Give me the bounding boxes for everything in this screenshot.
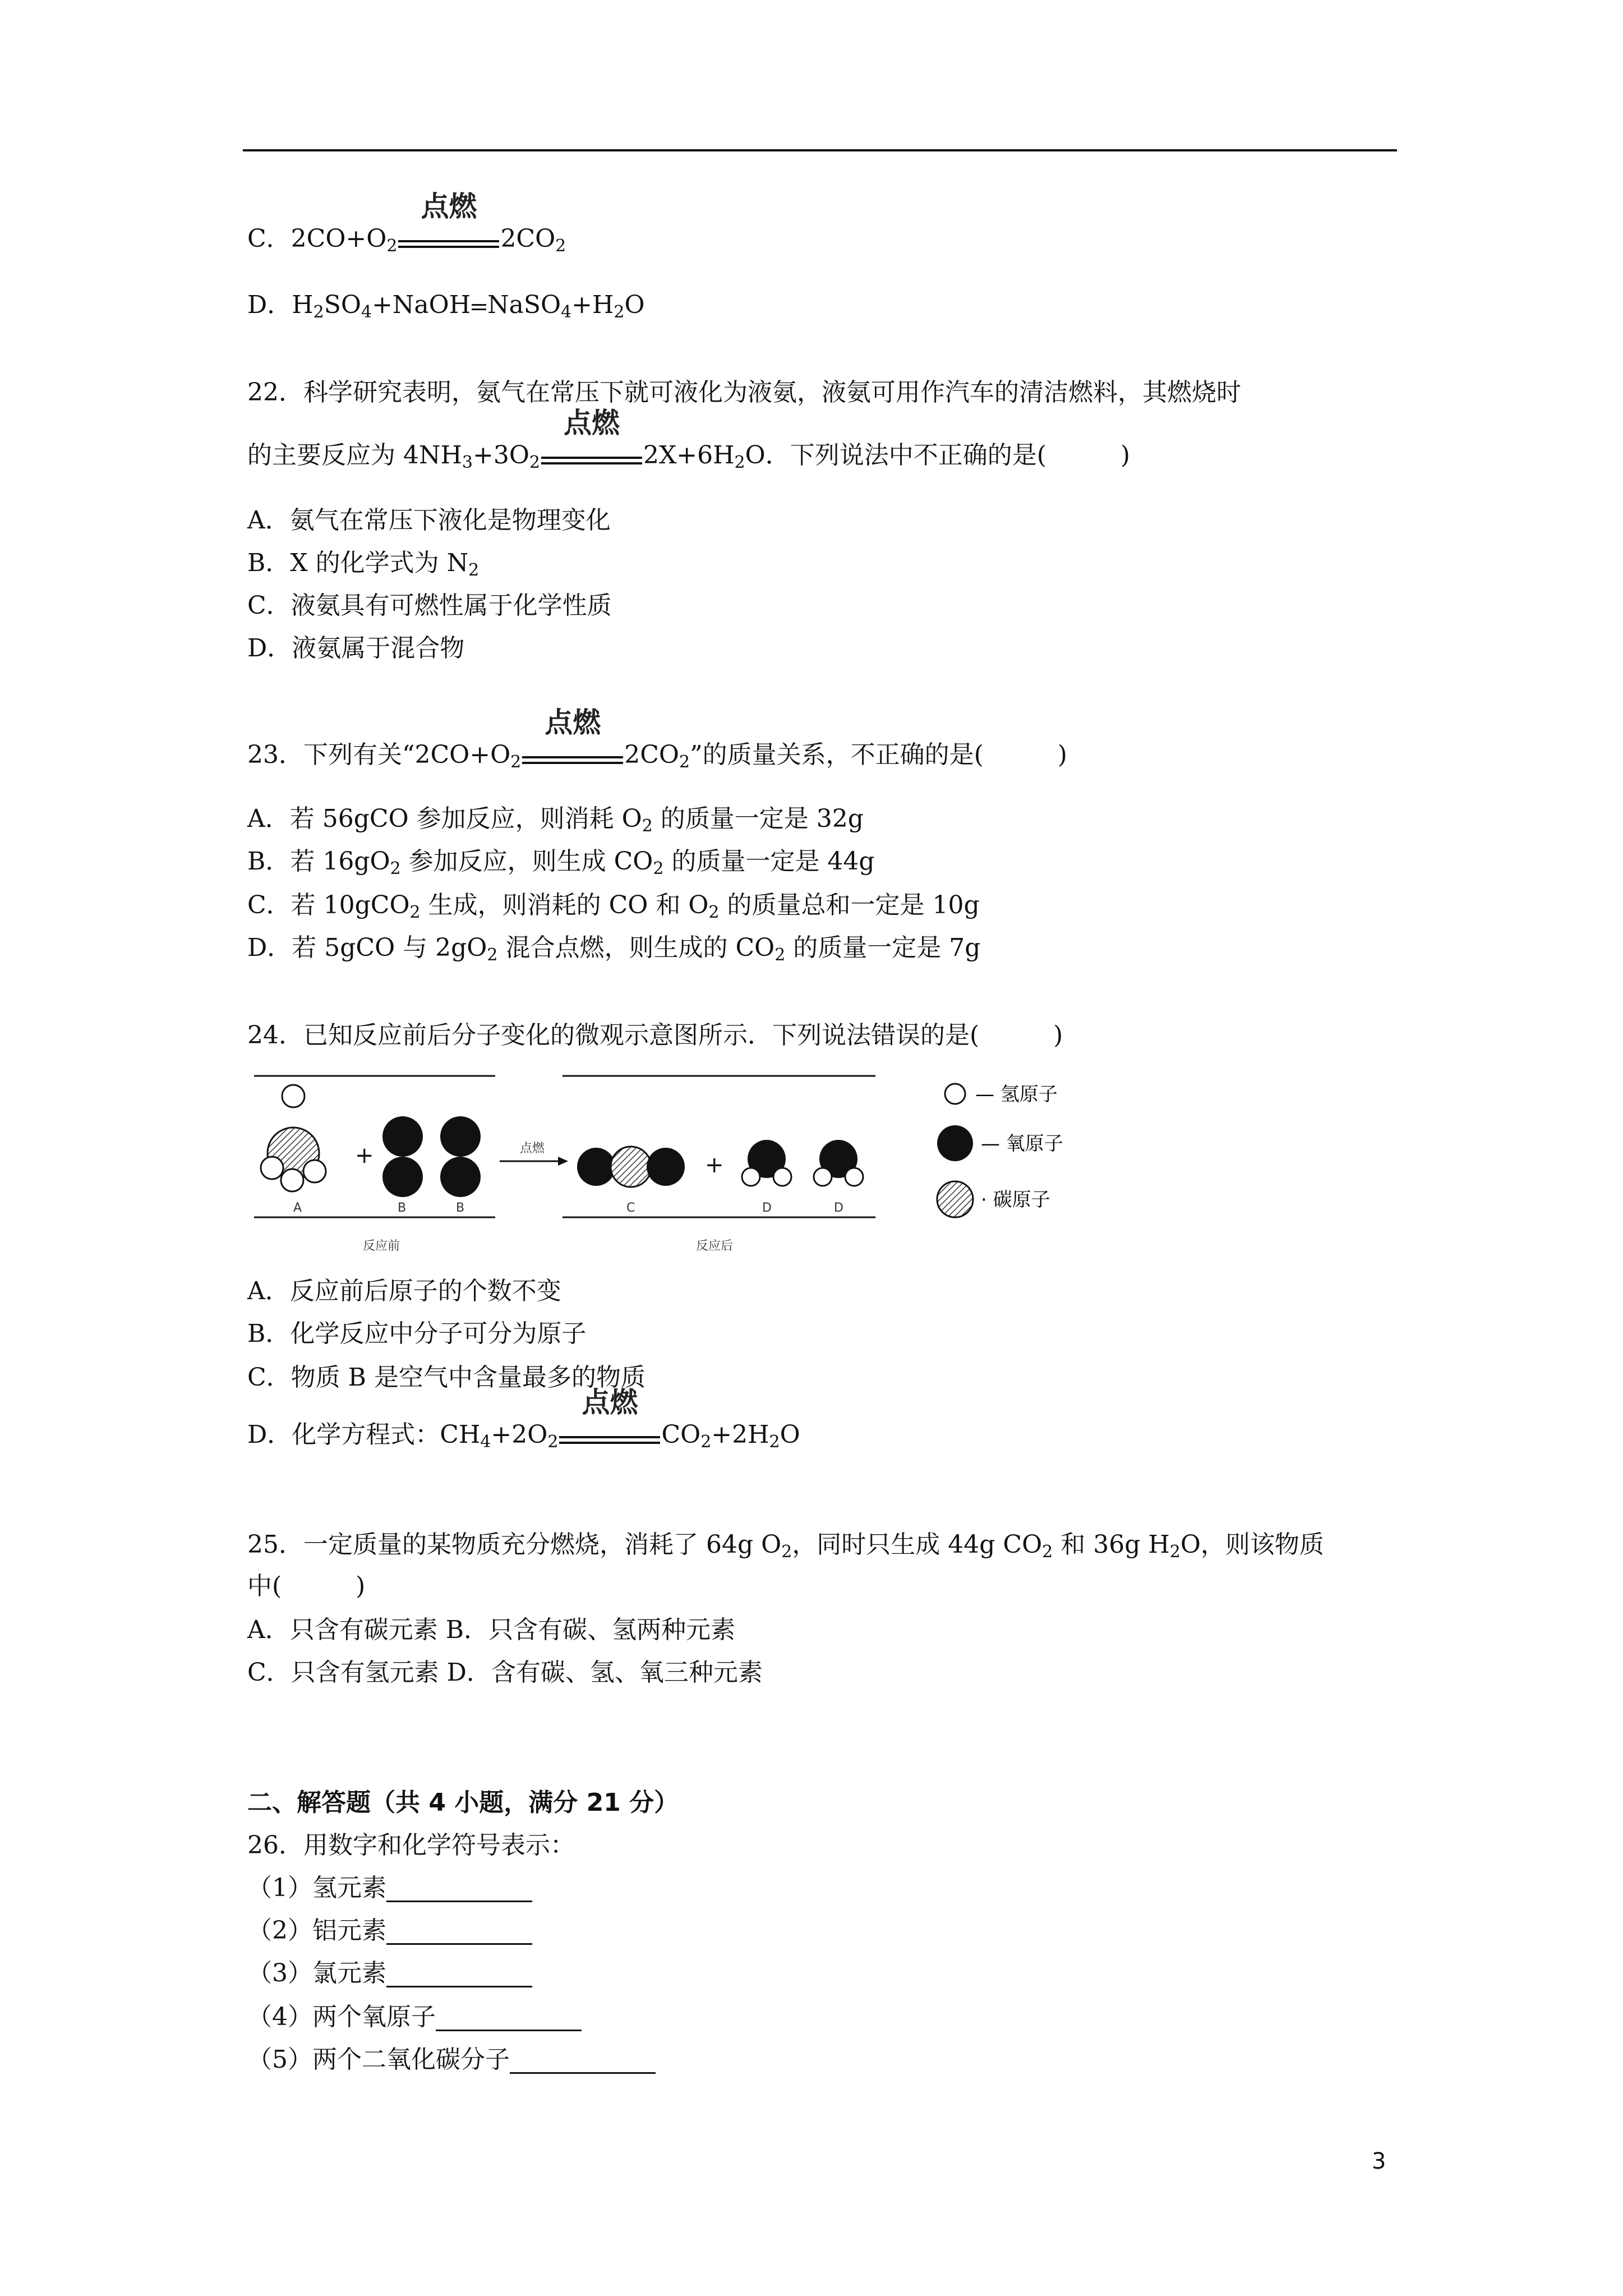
caption-before: 反应前 (363, 1239, 400, 1253)
answer-blank[interactable] (436, 2001, 582, 2031)
q22-stem-line1: 22．科学研究表明，氨气在常压下就可液化为液氨，液氨可用作汽车的清洁燃料，其燃烧时 (247, 378, 1241, 407)
q23-option-d: D．若 5gCO 与 $2gO_2$ 混合点燃，则生成的 $CO_2$ 的质量一定是 7g (247, 933, 981, 965)
q26-item: （2）铝元素 (247, 1915, 532, 1947)
q23-option-a: A．若 56gCO 参加反应，则消耗 $O_2$ 的质量一定是 32g (247, 804, 864, 836)
molecule-diagram (243, 1065, 1106, 1267)
svg-text:+: + (355, 1143, 374, 1168)
label-a: A (293, 1201, 302, 1215)
q23-option-c: C．若 10gCO$_2$ 生成，则消耗的 CO 和 $O_2$ 的质量总和一定是 10g (247, 891, 980, 922)
legend-hydrogen: — 氢原子 (975, 1083, 1058, 1106)
caption-after: 反应后 (696, 1239, 734, 1253)
q26-item: （4）两个氧原子 (247, 2001, 582, 2033)
page-number: 3 (1372, 2148, 1386, 2174)
label-b: B (456, 1201, 465, 1215)
reaction-condition: 点燃 (541, 440, 642, 471)
answer-blank[interactable] (386, 1915, 532, 1945)
label-c: C (626, 1201, 635, 1215)
q22-option-b: B．X 的化学式为 $N_2$ (247, 549, 479, 580)
molecule-d (742, 1140, 791, 1186)
label-d: D (834, 1201, 843, 1215)
label-d: D (762, 1201, 772, 1215)
molecule-d (814, 1140, 863, 1186)
q24-stem: 24．已知反应前后分子变化的微观示意图所示．下列说法错误的是( ) (247, 1021, 1063, 1050)
svg-text:+: + (705, 1152, 724, 1178)
label-b: B (398, 1201, 407, 1215)
q25-options-ab: A．只含有碳元素 B．只含有碳、氢两种元素 (247, 1616, 736, 1644)
q21-option-d: D．$H_2SO_4+NaOH$ $NaSO_4+H_2O$ (247, 291, 645, 322)
q24-option-b: B．化学反应中分子可分为原子 (247, 1319, 587, 1348)
q22-option-c: C．液氨具有可燃性属于化学性质 (247, 591, 612, 620)
reaction-condition: 点燃 (522, 739, 623, 771)
q22-option-a: A．氨气在常压下液化是物理变化 (247, 506, 611, 535)
header-rule (243, 149, 1397, 151)
q23-option-b: B．若 $16gO_2$ 参加反应，则生成 $CO_2$ 的质量一定是 44g (247, 847, 875, 878)
q21-option-c: C．$2CO+O_2$ 点燃 $2CO_2$ (247, 190, 566, 256)
q26-item: （5）两个二氧化碳分子 (247, 2044, 656, 2076)
answer-blank[interactable] (386, 1958, 532, 1987)
q24-option-d: D．化学方程式：$CH_4+2O_2$ 点燃 $CO_2+2H_2O$ (247, 1386, 800, 1452)
molecule-c (577, 1147, 685, 1187)
molecule-b (440, 1116, 481, 1197)
legend (937, 1083, 1063, 1217)
equals-sign (471, 289, 487, 321)
q24-option-a: A．反应前后原子的个数不变 (247, 1277, 561, 1305)
q22-stem-line2: 的主要反应为 $4NH_3+3O_2$ 点燃 $2X+6H_2O$．下列说法中不正确的是( ) (247, 407, 1131, 472)
molecule-b (382, 1116, 423, 1197)
arrow-label: 点燃 (520, 1142, 545, 1156)
q22-option-d: D．液氨属于混合物 (247, 634, 465, 662)
molecule-a (261, 1085, 326, 1191)
q26-item: （1）氢元素 (247, 1872, 532, 1904)
q25-options-cd: C．只含有氢元素 D．含有碳、氢、氧三种元素 (247, 1658, 763, 1687)
section-heading: 二、解答题（共 4 小题，满分 21 分） (247, 1788, 679, 1817)
reaction-condition: 点燃 (398, 223, 499, 255)
q24-option-c: C．物质 B 是空气中含量最多的物质 (247, 1363, 645, 1392)
q25-stem-line2: 中( ) (247, 1572, 366, 1600)
legend-carbon: · 碳原子 (981, 1189, 1050, 1211)
answer-blank[interactable] (386, 1872, 532, 1902)
q25-stem-line1: 25．一定质量的某物质充分燃烧，消耗了 64g $O_2$，同时只生成 44g $CO_2$ 和 36g $H_2O$，则该物质 (247, 1530, 1324, 1562)
q26-stem: 26．用数字和化学符号表示： (247, 1831, 575, 1860)
answer-blank[interactable] (510, 2044, 656, 2074)
q23-stem: 23．下列有关“$2CO+O_2$ 点燃 $2CO_2$”的质量关系，不正确的是( ) (247, 706, 1067, 772)
legend-oxygen: — 氧原子 (981, 1133, 1063, 1155)
reaction-condition: 点燃 (559, 1419, 660, 1451)
q26-item: （3）氯元素 (247, 1958, 532, 1989)
